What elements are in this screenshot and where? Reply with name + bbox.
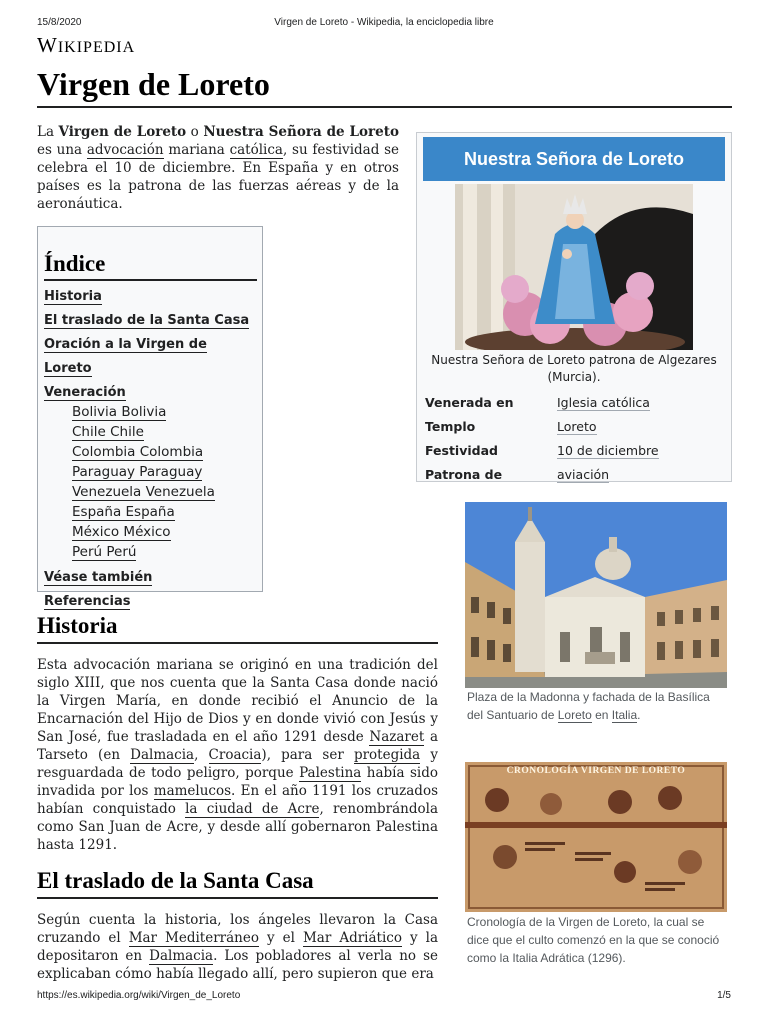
toc-item-veneracion[interactable]: Veneración [44, 385, 126, 400]
link-mar-mediterraneo[interactable]: Mar Mediterráneo [128, 930, 259, 946]
cronologia-illustration [465, 762, 727, 912]
cronologia-image[interactable] [465, 762, 727, 912]
cronologia-image-title: CRONOLOGÍA VIRGEN DE LORETO [506, 766, 686, 776]
infobox-row [423, 414, 725, 438]
toc-list [44, 285, 257, 614]
toc-subitem-paraguay[interactable]: Paraguay Paraguay [72, 464, 203, 480]
virgin-statue-image[interactable] [455, 184, 693, 350]
table-of-contents [37, 226, 263, 609]
toc-title: Índice [44, 251, 257, 281]
toc-subitem-mexico[interactable]: México México [72, 524, 171, 540]
print-url: https://es.wikipedia.org/wiki/Virgen_de_Loreto [37, 990, 241, 1001]
infobox-row [423, 438, 725, 462]
intro-paragraph: La Virgen de Loreto o Nuestra Señora de Loreto es una advocación mariana católica, su festividad se celebra el 10 de diciembre. En España y en otros países es la patrona de las fuerzas aéreas y de la aeronáutica. [37, 124, 400, 212]
basilica-caption: Plaza de la Madonna y fachada de la Basílica del Santuario de Loreto en Italia. [467, 690, 710, 722]
page-title: Virgen de Loreto [37, 66, 732, 108]
link-croacia[interactable]: Croacia [208, 747, 262, 763]
wordmark-rest: IKIPEDIA [57, 39, 136, 56]
print-title: Virgen de Loreto - Wikipedia, la enciclopedia libre [274, 17, 494, 28]
toc-item-vease[interactable]: Véase también [44, 570, 153, 585]
toc-item-oracion[interactable]: Oración a la Virgen de Loreto [44, 337, 207, 376]
link-dalmacia[interactable]: Dalmacia [130, 747, 195, 763]
toc-subitem-peru[interactable]: Perú Perú [72, 544, 137, 560]
link-ciudad-de-acre[interactable]: la ciudad de Acre [185, 801, 320, 817]
infobox-label: Venerada en [425, 394, 514, 410]
wikipedia-wordmark[interactable] [37, 33, 135, 58]
section-historia [37, 613, 438, 854]
print-footer [37, 990, 731, 1004]
link-nazaret[interactable]: Nazaret [369, 729, 425, 745]
print-page-number: 1/5 [717, 990, 731, 1001]
link-iglesia-catolica[interactable]: Iglesia católica [557, 394, 650, 410]
toc-subitem-bolivia[interactable]: Bolivia Bolivia [72, 404, 167, 420]
infobox-label: Festividad [425, 442, 498, 458]
term-nuestra-senora: Nuestra Señora de Loreto [203, 124, 399, 140]
toc-item-referencias[interactable]: Referencias [44, 594, 131, 609]
link-italia[interactable]: Italia [611, 708, 638, 722]
infobox-value [556, 390, 725, 414]
virgin-statue-illustration [455, 184, 693, 350]
intro [37, 123, 399, 213]
toc-item-historia[interactable]: Historia [44, 289, 102, 304]
basilica-image[interactable] [465, 502, 727, 688]
heading-historia: Historia [37, 613, 438, 644]
link-10-de-diciembre[interactable]: 10 de diciembre [557, 442, 659, 458]
toc-item-traslado[interactable]: El traslado de la Santa Casa [44, 313, 250, 328]
infobox-title: Nuestra Señora de Loreto [423, 137, 725, 181]
cronologia-caption: Cronología de la Virgen de Loreto, la cual se dice que el culto comenzó en la que se conoció como la Italia Adrática (1296). [467, 915, 720, 965]
link-palestina[interactable]: Palestina [299, 765, 362, 781]
traslado-paragraph: Según cuenta la historia, los ángeles llevaron la Casa cruzando el Mar Mediterráneo y el Mar Adriático y la depositaron en Dalmacia. Los pobladores al verla no se explicaban cómo había llegado allí, pero supieron que era [37, 912, 438, 982]
link-catolica[interactable]: católica [229, 142, 283, 158]
print-header [37, 17, 731, 31]
infobox-row [423, 462, 725, 486]
toc-subitem-venezuela[interactable]: Venezuela Venezuela [72, 484, 215, 500]
infobox-table [423, 390, 725, 486]
infobox-label: Patrona de [425, 466, 503, 482]
toc-sublist [72, 402, 257, 562]
link-mamelucos[interactable]: mamelucos [153, 783, 232, 799]
link-aviacion[interactable]: aviación [557, 466, 610, 482]
toc-subitem-espana[interactable]: España España [72, 504, 175, 520]
basilica-illustration [465, 502, 727, 688]
infobox-value [556, 438, 725, 462]
link-protegida[interactable]: protegida [353, 747, 421, 763]
link-advocacion[interactable]: advocación [86, 142, 164, 158]
infobox-row [423, 390, 725, 414]
thumb-cronologia [465, 762, 727, 967]
infobox-label: Templo [425, 418, 476, 434]
heading-traslado: El traslado de la Santa Casa [37, 868, 438, 899]
term-virgen-de-loreto: Virgen de Loreto [58, 124, 187, 140]
link-loreto[interactable]: Loreto [557, 418, 597, 434]
toc-subitem-chile[interactable]: Chile Chile [72, 424, 144, 440]
section-traslado [37, 868, 438, 983]
link-mar-adriatico[interactable]: Mar Adriático [302, 930, 402, 946]
infobox-caption: Nuestra Señora de Loreto patrona de Algezares (Murcia). [431, 353, 717, 384]
infobox-value [556, 462, 725, 486]
toc-subitem-colombia[interactable]: Colombia Colombia [72, 444, 204, 460]
print-date: 15/8/2020 [37, 17, 82, 28]
toc-subsection [44, 402, 257, 562]
infobox [416, 132, 732, 482]
historia-paragraph: Esta advocación mariana se originó en una tradición del siglo XIII, que nos cuenta que la Santa Casa donde nació la Virgen María, en donde recibió el Anuncio de la Encarnación del Hijo de Dios y en donde vivió con Jesús y San José, fue trasladada en el año 1291 desde Nazaret a Tarseto (en Dalmacia, Croacia), para ser protegida y resguardada de todo peligro, porque Palestina había sido invadida por los mamelucos. En el año 1191 los cruzados habían conquistado la ciudad de Acre, renombrándola como San Juan de Acre, y desde allí gobernaron Palestina hasta 1291. [37, 657, 438, 853]
infobox-value [556, 414, 725, 438]
thumb-basilica [465, 502, 727, 724]
wordmark-initial: W [37, 33, 58, 57]
link-dalmacia-2[interactable]: Dalmacia [149, 948, 214, 964]
link-loreto-city[interactable]: Loreto [557, 708, 592, 722]
